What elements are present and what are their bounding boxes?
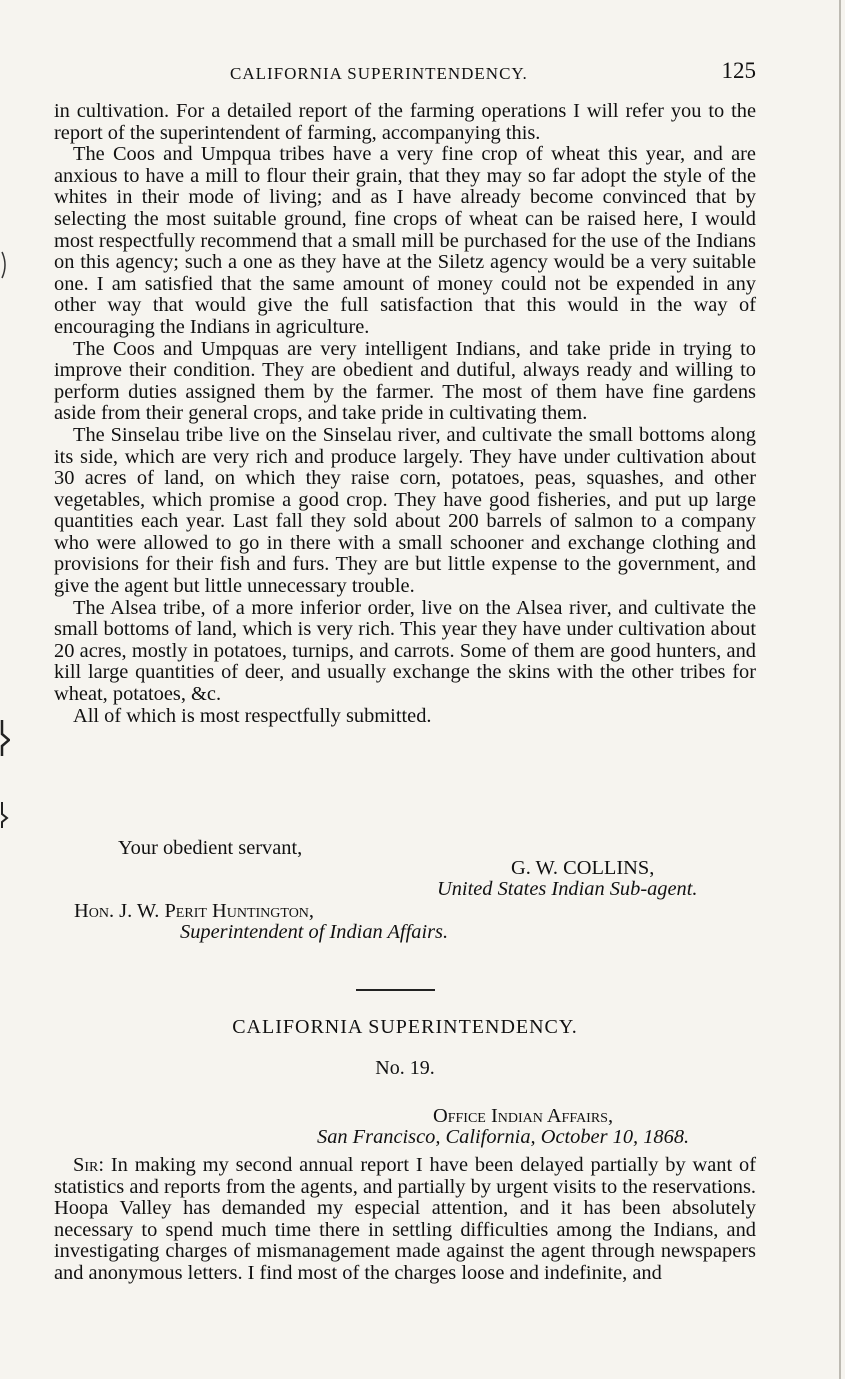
document-number: No. 19. [375, 1057, 435, 1079]
paragraph: in cultivation. For a detailed report of the farming operations I will refer you to the report of the superintendent of farming, accompanying this. [54, 100, 756, 144]
letter-paragraph [54, 1155, 756, 1285]
section-divider [356, 989, 435, 991]
section-title: CALIFORNIA SUPERINTENDENCY. [232, 1016, 578, 1038]
running-header [54, 58, 756, 88]
report-body [54, 101, 756, 727]
paragraph: The Alsea tribe, of a more inferior order, live on the Alsea river, and cultivate the small bottoms of land, which is very rich. This year they have under cultivation about 20 acres, mostly in potatoes, turnips, and carrots. Some of them are good hunters, and kill large quantities of deer, and usually exchange the skins with the other tribes for wheat, potatoes, &c. [54, 596, 756, 706]
letter-office: Office Indian Affairs, [433, 1105, 614, 1127]
page-edge-shadow [839, 0, 841, 1379]
paragraph: The Sinselau tribe live on the Sinselau river, and cultivate the small bottoms along its side, which are very rich and produce largely. They have under cultivation about 30 acres of land, on which they raise corn, potatoes, peas, squashes, and other vegetables, which promise a good crop. They have good fisheries, and put up large quantities each year. Last fall they sold about 200 barrels of salmon to a company who were allowed to go in there with a small schooner and exchange clothing and provisions for their fish and furs. They are but little expense to the government, and give the agent but little unnecessary trouble. [54, 423, 756, 598]
paragraph: The Coos and Umpquas are very intelligent Indians, and take pride in trying to improve their condition. They are obedient and dutiful, always ready and willing to perform duties assigned them by the farmer. The most of them have fine gardens aside from their general crops, and take pride in cultivating them. [54, 337, 756, 425]
addressee-title: Superintendent of Indian Affairs. [180, 921, 449, 943]
letter-salutation: Sir: [73, 1154, 105, 1176]
addressee-name: Hon. J. W. Perit Huntington, [74, 900, 315, 922]
closing-salutation: Your obedient servant, [118, 837, 303, 859]
margin-bracket-mark [0, 800, 10, 830]
margin-bracket-mark [0, 718, 10, 758]
signer-title: United States Indian Sub-agent. [437, 878, 698, 900]
letter-dateline: San Francisco, California, October 10, 1868. [317, 1126, 690, 1148]
signer-name: G. W. COLLINS, [511, 857, 655, 879]
paragraph: The Coos and Umpqua tribes have a very fine crop of wheat this year, and are anxious to have a mill to flour their grain, that they may so far adopt the style of the whites in their mode of living; and as I have already become convinced that by selecting the most suitable ground, fine crops of wheat can be raised here, I would most respectfully recommend that a small mill be purchased for the use of the Indians on this agency; such a one as they have at the Siletz agency would be a very suitable one. I am satisfied that the same amount of money could not be expended in any other way that would give the full satisfaction that this would in the way of encouraging the Indians in agriculture. [54, 143, 756, 338]
paragraph: All of which is most respectfully submitted. [73, 704, 432, 727]
running-title: CALIFORNIA SUPERINTENDENCY. [230, 64, 528, 83]
letter-body-text: In making my second annual report I have been delayed partially by want of statistics and reports from the agents, and partially by urgent visits to the reservations. Hoopa Valley has demanded my especial attention, and it has been absolutely necessary to spend much time there in settling difficulties among the Indians, and investigating charges of mismanagement made against the agent through newspapers and anonymous letters. I find most of the charges loose and indefinite, and [54, 1154, 756, 1284]
margin-bracket-mark [0, 250, 10, 280]
letter-body [54, 1155, 756, 1285]
page-number: 125 [721, 58, 756, 83]
